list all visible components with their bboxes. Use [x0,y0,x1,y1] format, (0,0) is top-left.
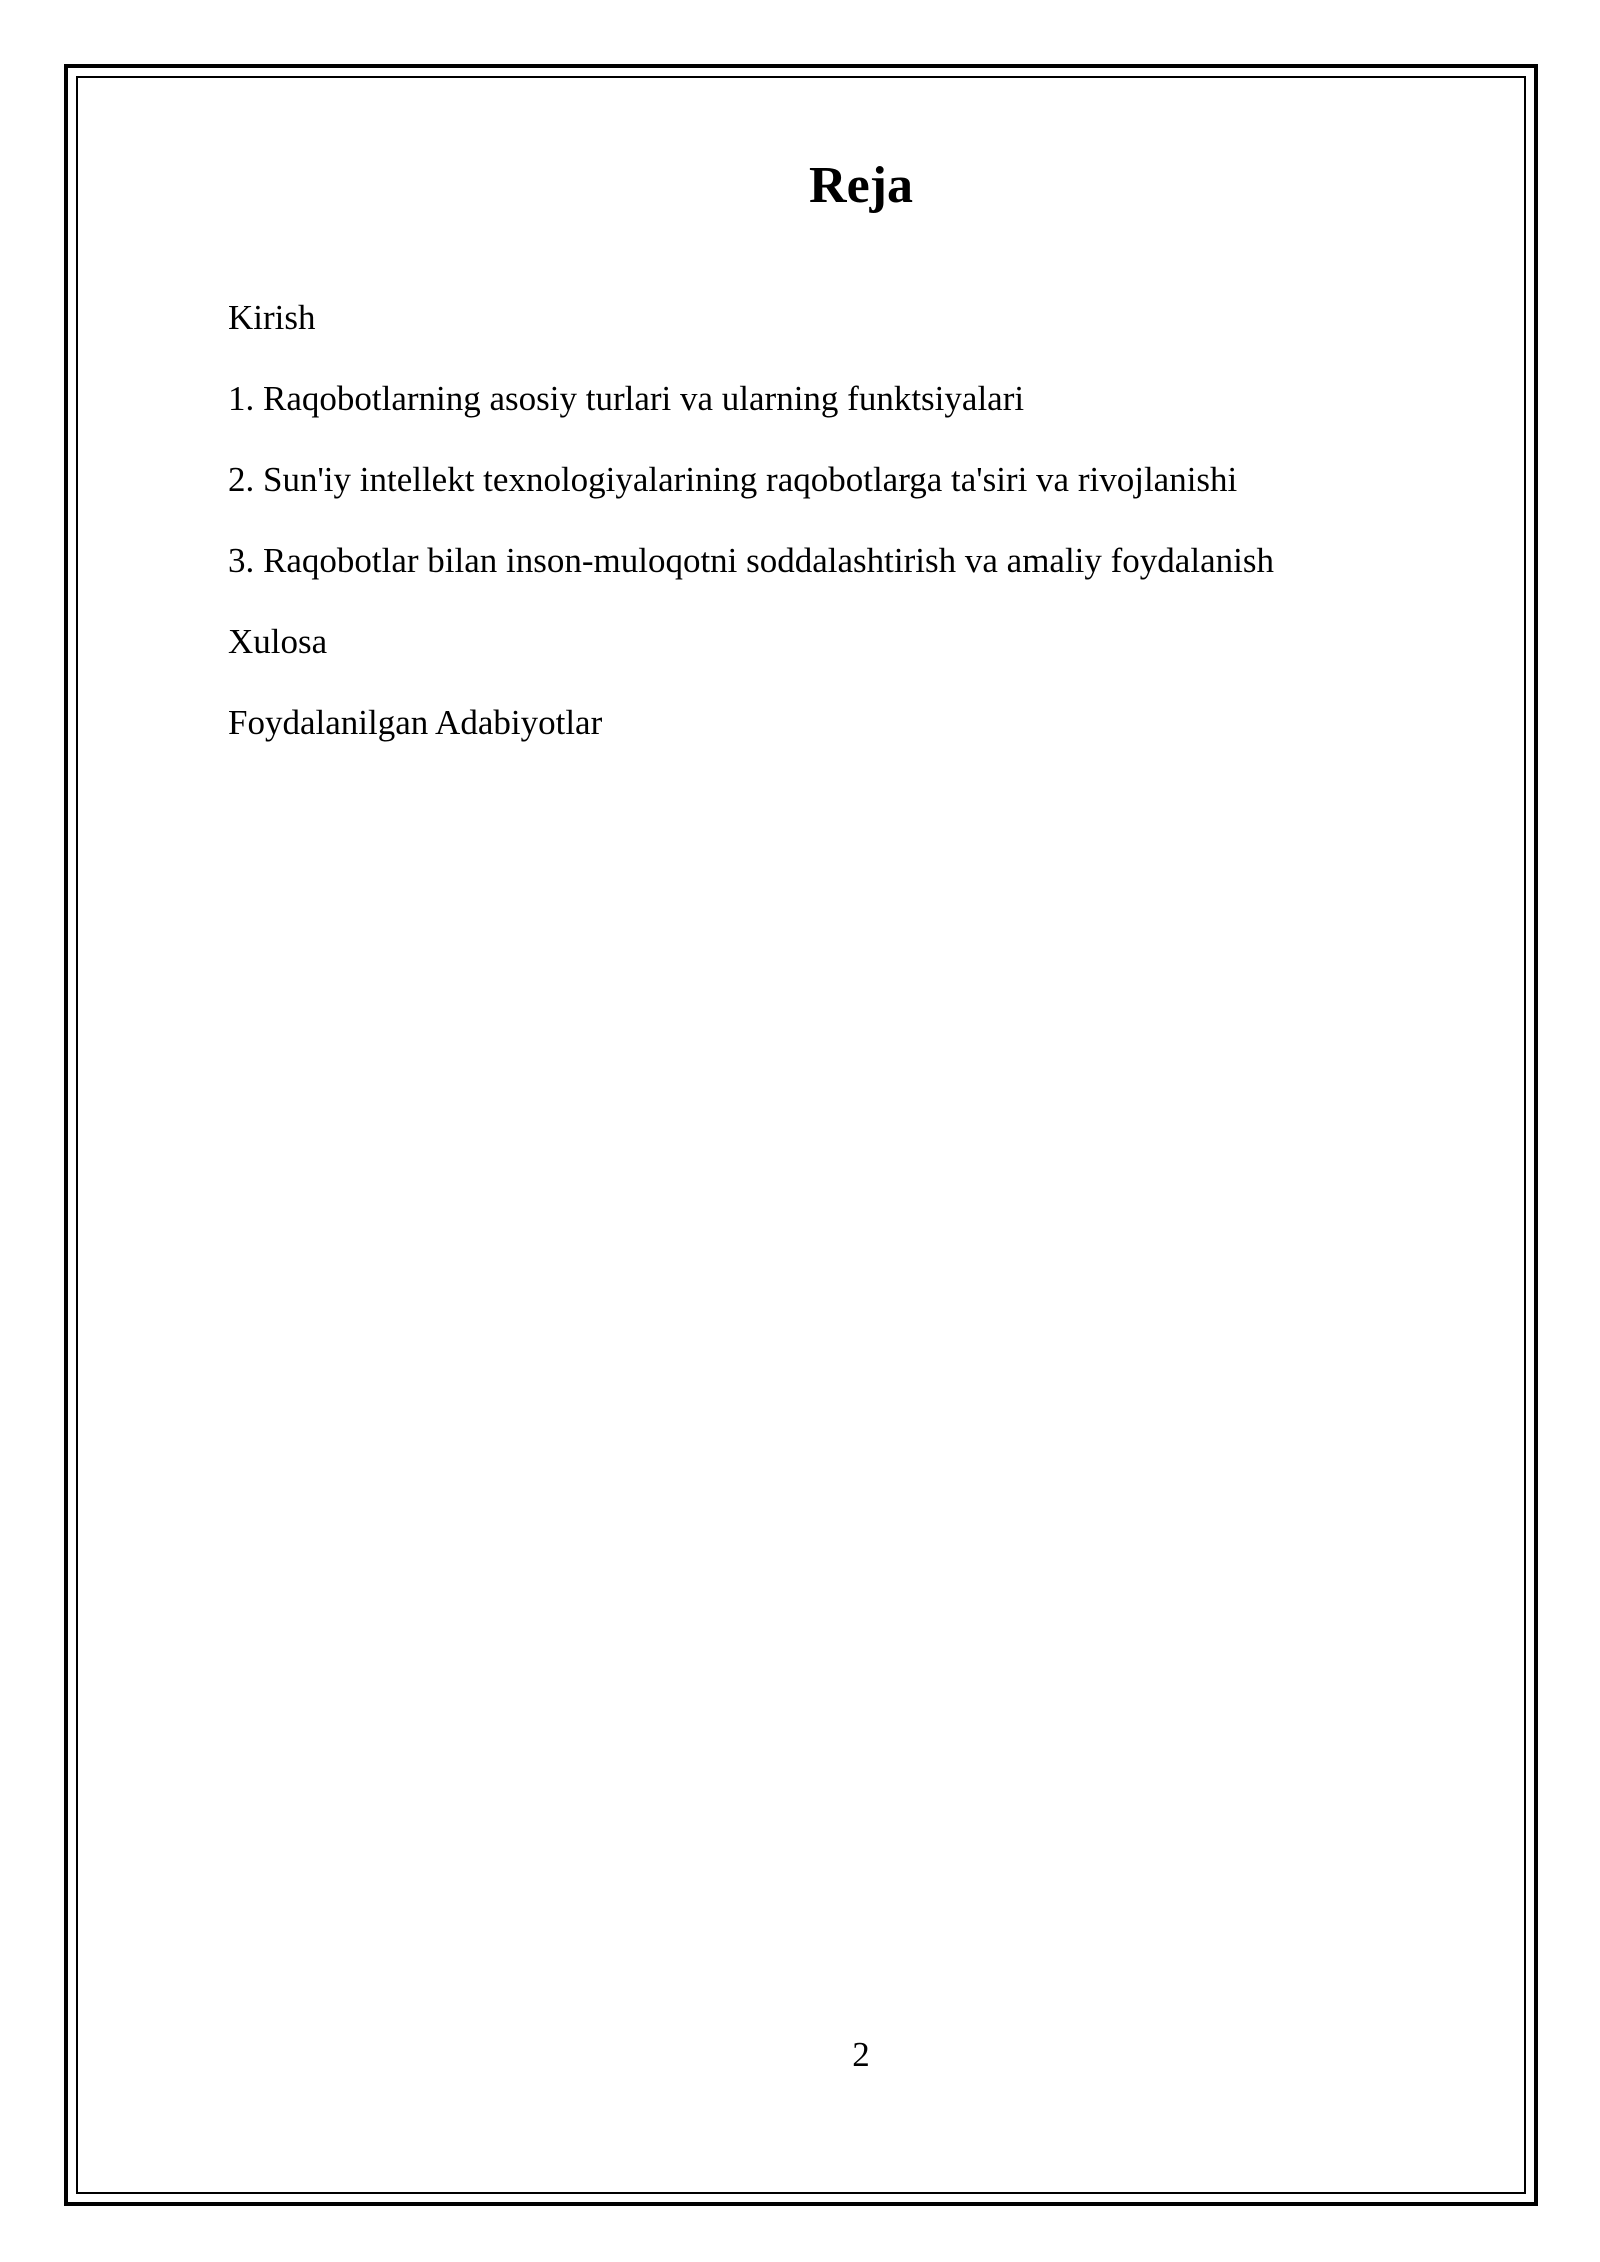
page-title: Reja [809,157,913,214]
table-of-contents [228,288,1478,774]
toc-item-conclusion: Xulosa [228,622,328,661]
page-number: 2 [852,2035,870,2074]
toc-item-chapter-1: 1. Raqobotlarning asosiy turlari va ularning funktsiyalari [228,379,1025,418]
toc-item-references: Foydalanilgan Adabiyotlar [228,703,603,742]
toc-item-introduction: Kirish [228,298,316,337]
toc-item-chapter-3: 3. Raqobotlar bilan inson-muloqotni soddalashtirish va amaliy foydalanish [228,541,1274,580]
toc-item-chapter-2: 2. Sun'iy intellekt texnologiyalarining raqobotlarga ta'siri va rivojlanishi [228,460,1238,499]
